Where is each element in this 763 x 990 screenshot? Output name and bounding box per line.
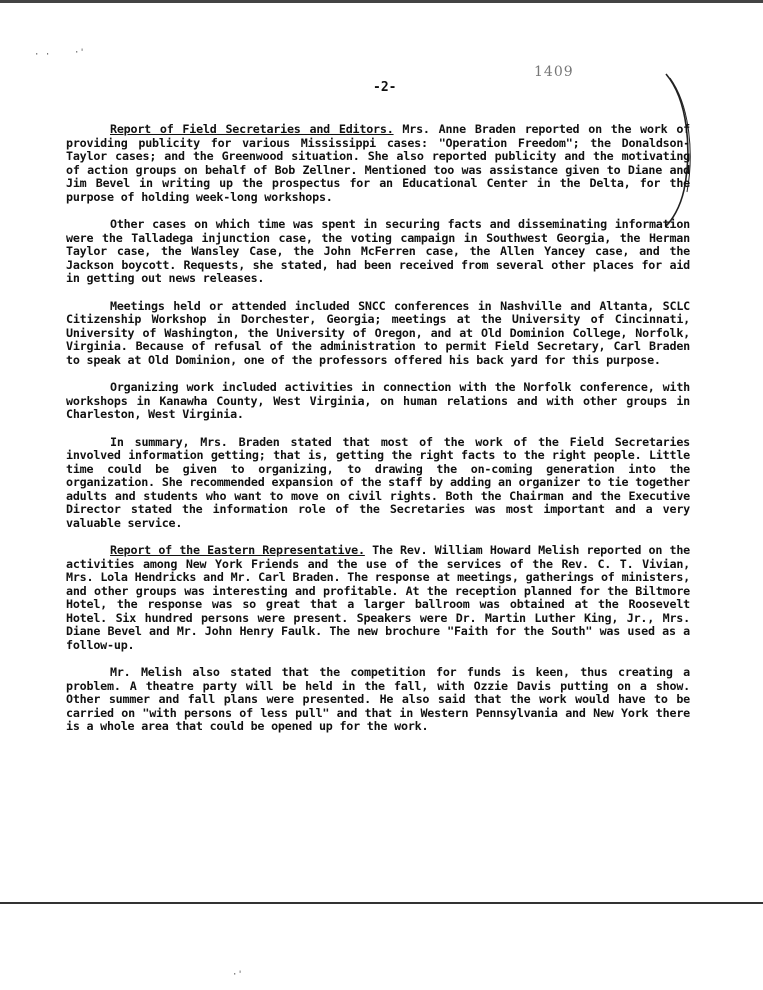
- paragraph-other-cases: [66, 218, 690, 286]
- scan-speck: ·': [74, 48, 85, 58]
- paragraph-text: Organizing work included activities in connection with the Norfolk conference, with workshops in Kanawha County, West Virginia, on human relations and with other groups in Charleston, West Virginia.: [66, 380, 690, 421]
- paragraph-melish-funds: [66, 666, 690, 734]
- document-body: [66, 123, 690, 748]
- paragraph-text: Mr. Melish also stated that the competition for funds is keen, thus creating a problem. A theatre party will be held in the fall, with Ozzie Davis putting on a show. Other summer and fall plans were presented. He also said that the work would have to be carried on "with persons of less pull" and that in Western Pennsylvania and New York there is a whole area that could be opened up for the work.: [66, 665, 690, 733]
- page-stamp-number: 1409: [534, 64, 574, 80]
- paragraph-text: Mrs. Anne Braden reported on the work of providing publicity for various Mississippi cases: "Operation Freedom"; the Donaldson-Taylor cases; and the Greenwood situation. She also reported publicity and the motivating of action groups on behalf of Bob Zellner. Mentioned too was assistance given to Diane and Jim Bevel in writing up the prospectus for an Educational Center in the Delta, for the purpose of holding week-long workshops.: [66, 122, 691, 204]
- paragraph-meetings: [66, 300, 690, 368]
- paragraph-text: The Rev. William Howard Melish reported on the activities among New York Friends and the use of the services of the Rev. C. T. Vivian, Mrs. Lola Hendricks and Mr. Carl Braden. The response at meetings, gatherings of ministers, and other groups was interesting and profitable. At the reception planned for the Biltmore Hotel, the response was so great that a larger ballroom was obtained at the Roosevelt Hotel. Six hundred persons were present. Speakers were Dr. Martin Luther King, Jr., Mrs. Diane Bevel and Mr. John Henry Faulk. The new brochure "Faith for the South" was used as a follow-up.: [66, 543, 690, 652]
- section-heading-eastern-representative: Report of the Eastern Representative.: [110, 543, 365, 557]
- paragraph-organizing-work: [66, 381, 690, 422]
- page-bottom-edge: [0, 902, 763, 904]
- paragraph-text: In summary, Mrs. Braden stated that most of the work of the Field Secretaries involved information getting; that is, getting the right facts to the right people. Little time could be given to organizing, to drawing the on-coming generation into the organization. She recommended expansion of the staff by adding an organizer to tie together adults and students who want to move on civil rights. Both the Chairman and the Executive Director stated the information role of the Secretaries was most important and a very valuable service.: [66, 434, 690, 530]
- page-top-edge: [0, 0, 763, 3]
- scan-speck: · ·: [34, 50, 51, 60]
- paragraph-field-secretaries-report: [66, 123, 690, 204]
- paragraph-text: Meetings held or attended included SNCC conferences in Nashville and Altanta, SCLC Citizenship Workshop in Dorchester, Georgia; meetings at the University of Cincinnati, University of Washington, the University of Oregon, and at Old Dominion College, Norfolk, Virginia. Because of refusal of the administration to permit Field Secretary, Carl Braden to speak at Old Dominion, one of the professors offered his back yard for this purpose.: [66, 298, 690, 367]
- paragraph-text: Other cases on which time was spent in securing facts and disseminating information were the Talladega injunction case, the voting campaign in Southwest Georgia, the Herman Taylor case, the Wansley Case, the John McFerren case, the Allen Yancey case, and the Jackson boycott. Requests, she stated, had been received from several other places for aid in getting out news releases.: [66, 217, 690, 285]
- page-number: -2-: [373, 80, 397, 95]
- scan-speck: ·': [232, 970, 243, 980]
- paragraph-summary: [66, 436, 690, 531]
- paragraph-eastern-representative-report: [66, 544, 690, 652]
- section-heading-field-secretaries: Report of Field Secretaries and Editors.: [110, 122, 394, 136]
